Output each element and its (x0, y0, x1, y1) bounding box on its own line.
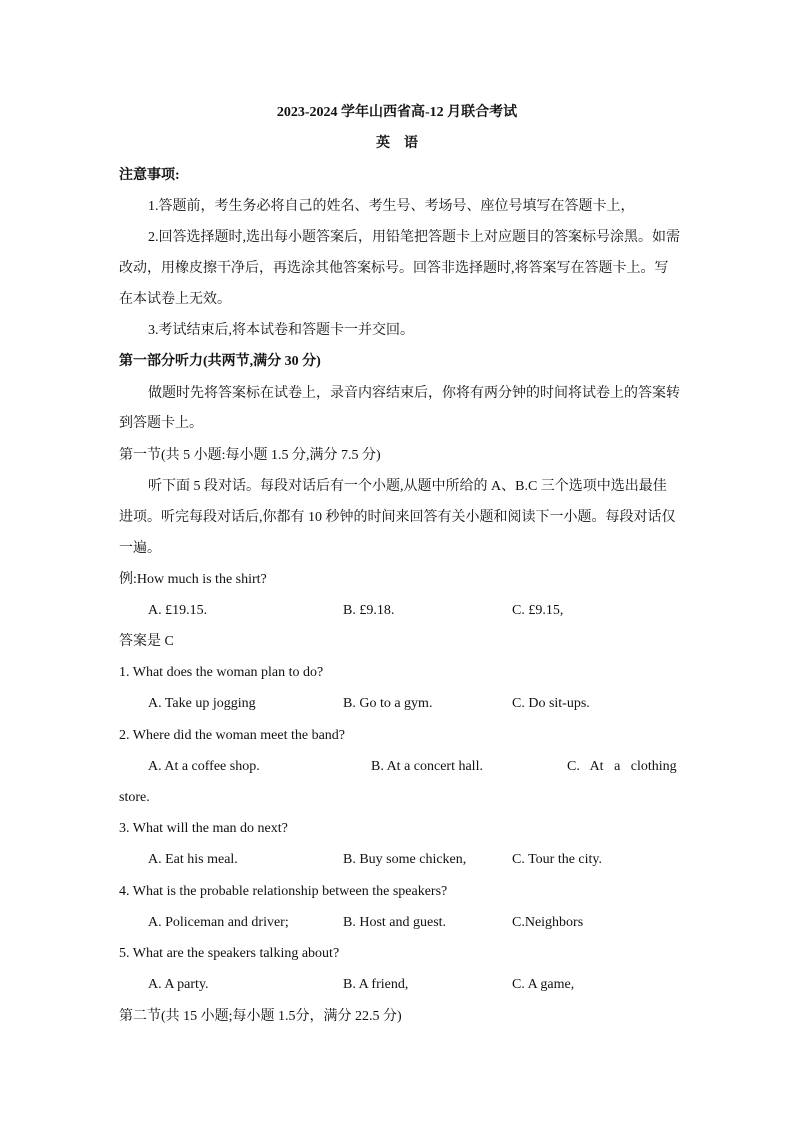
question-3-option-b: B. Buy some chicken, (343, 852, 467, 867)
exam-title: 2023-2024 学年山西省高-12 月联合考试 (276, 105, 518, 120)
notice-item-2-line-1: 2.回答选择题时,选出每小题答案后，用铅笔把答题卡上对应题目的答案标号涂黑。如需 (148, 230, 680, 245)
question-5: 5. What are the speakers talking about? (119, 946, 340, 961)
question-1-option-a: A. Take up jogging (148, 696, 256, 711)
notice-item-2-line-3: 在本试卷上无效。 (119, 292, 231, 307)
part1-heading: 第一部分听力(共两节,满分 30 分) (119, 354, 321, 369)
part1-intro-line-1: 做题时先将答案标在试卷上，录音内容结束后，你将有两分钟的时间将试卷上的答案转 (148, 386, 680, 401)
notice-item-3: 3.考试结束后,将本试卷和答题卡一并交回。 (148, 323, 414, 338)
question-2-option-c-cont: store. (119, 790, 150, 805)
example-question: 例:How much is the shirt? (119, 572, 267, 587)
notice-item-2-line-2: 改动，用橡皮擦干净后，再选涂其他答案标号。回答非选择题时,将答案写在答题卡上。写 (119, 261, 669, 276)
notice-heading: 注意事项: (119, 168, 180, 183)
question-4: 4. What is the probable relationship between the speakers? (119, 884, 448, 899)
example-option-a: A. £19.15. (148, 603, 208, 618)
example-option-b: B. £9.18. (343, 603, 395, 618)
question-1-option-b: B. Go to a gym. (343, 696, 433, 711)
question-2: 2. Where did the woman meet the band? (119, 728, 345, 743)
question-1: 1. What does the woman plan to do? (119, 665, 324, 680)
notice-item-1: 1.答题前，考生务必将自己的姓名、考生号、考场号、座位号填写在答题卡上， (148, 199, 635, 214)
example-option-c: C. £9.15, (512, 603, 564, 618)
question-5-option-a: A. A party. (148, 977, 209, 992)
question-4-option-c: C.Neighbors (512, 915, 584, 930)
question-5-option-b: B. A friend, (343, 977, 409, 992)
question-3-option-a: A. Eat his meal. (148, 852, 238, 867)
question-2-option-a: A. At a coffee shop. (148, 759, 260, 774)
section1-intro-line-1: 听下面 5 段对话。每段对话后有一个小题,从题中所给的 A、B.C 三个选项中选出最佳 (148, 479, 667, 494)
question-5-option-c: C. A game, (512, 977, 575, 992)
subject-title: 英 语 (376, 136, 418, 151)
section1-intro-line-3: 一遍。 (119, 541, 161, 556)
question-4-option-a: A. Policeman and driver; (148, 915, 289, 930)
question-1-option-c: C. Do sit-ups. (512, 696, 590, 711)
section2-heading: 第二节(共 15 小题;每小题 1.5分，满分 22.5 分) (119, 1009, 402, 1024)
question-3: 3. What will the man do next? (119, 821, 288, 836)
question-3-option-c: C. Tour the city. (512, 852, 603, 867)
section1-intro-line-2: 进项。听完每段对话后,你都有 10 秒钟的时间来回答有关小题和阅读下一小题。每段对话仅 (119, 510, 676, 525)
section1-heading: 第一节(共 5 小题:每小题 1.5 分,满分 7.5 分) (119, 448, 381, 463)
question-2-option-b: B. At a concert hall. (371, 759, 483, 774)
question-2-option-c: C. At a clothing (567, 759, 677, 774)
part1-intro-line-2: 到答题卡上。 (119, 416, 203, 431)
example-answer: 答案是 C (119, 634, 174, 649)
question-4-option-b: B. Host and guest. (343, 915, 447, 930)
